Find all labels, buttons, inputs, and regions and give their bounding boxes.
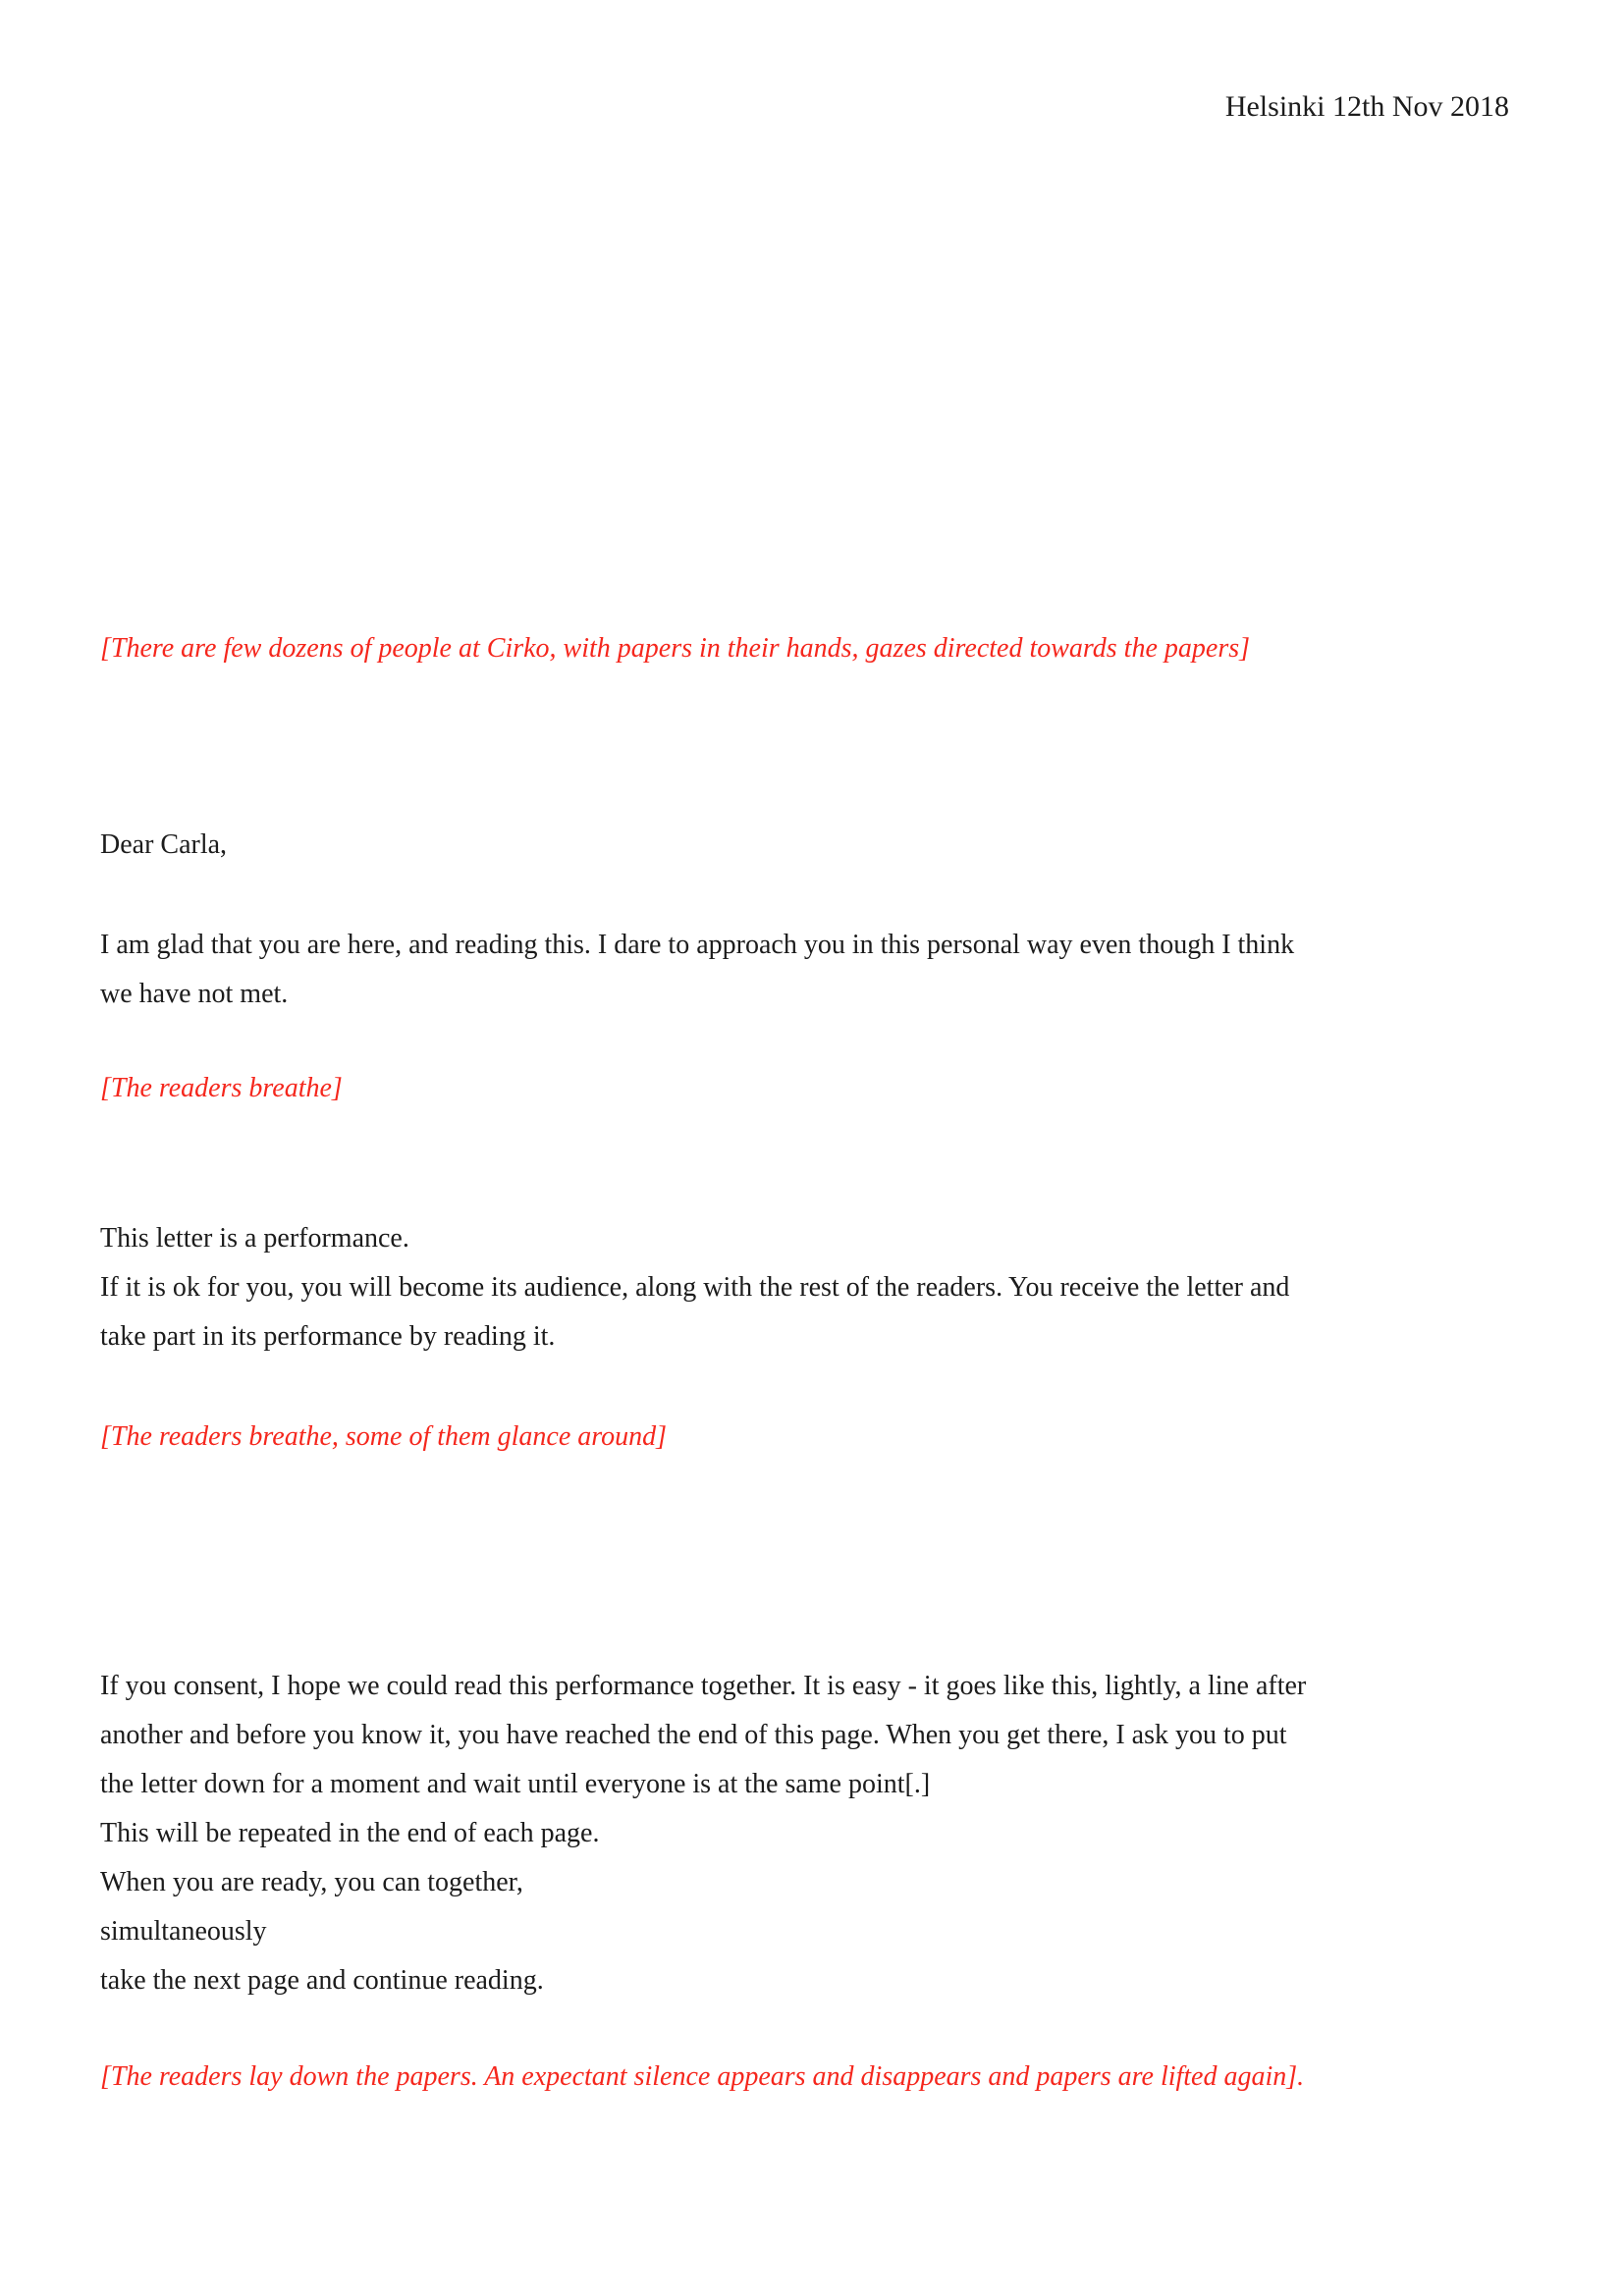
stage-direction-readers-breathe: [The readers breathe] <box>100 1073 343 1103</box>
paragraph-line: another and before you know it, you have reached the end of this page. When you get there, I ask you to put <box>100 1720 1287 1750</box>
paragraph-line: If you consent, I hope we could read this performance together. It is easy - it goes like this, lightly, a line after <box>100 1671 1307 1701</box>
paragraph-line: take the next page and continue reading. <box>100 1965 544 1996</box>
paragraph-line: When you are ready, you can together, <box>100 1867 523 1897</box>
stage-direction-opening: [There are few dozens of people at Cirko, with papers in their hands, gazes directed towards the papers] <box>100 633 1251 664</box>
paragraph-line: the letter down for a moment and wait until everyone is at the same point[.] <box>100 1769 931 1799</box>
paragraph-2 <box>100 1214 1532 1362</box>
paragraph-line: we have not met. <box>100 979 289 1009</box>
dateline: Helsinki 12th Nov 2018 <box>1224 90 1509 123</box>
paragraph-line: If it is ok for you, you will become its audience, along with the rest of the readers. You receive the letter and <box>100 1272 1290 1303</box>
stage-direction-glance-around: [The readers breathe, some of them glance around] <box>100 1421 668 1452</box>
paragraph-line: This letter is a performance. <box>100 1223 409 1254</box>
paragraph-line: This will be repeated in the end of each page. <box>100 1818 600 1848</box>
paragraph-3 <box>100 1662 1532 2005</box>
paragraph-1 <box>100 921 1532 1019</box>
stage-direction-closing: [The readers lay down the papers. An expectant silence appears and disappears and papers are lifted again]. <box>100 2061 1305 2092</box>
paragraph-line: take part in its performance by reading it. <box>100 1321 556 1352</box>
paragraph-line: simultaneously <box>100 1916 267 1947</box>
salutation: Dear Carla, <box>100 829 228 860</box>
paragraph-line: I am glad that you are here, and reading this. I dare to approach you in this personal way even though I think <box>100 930 1295 960</box>
